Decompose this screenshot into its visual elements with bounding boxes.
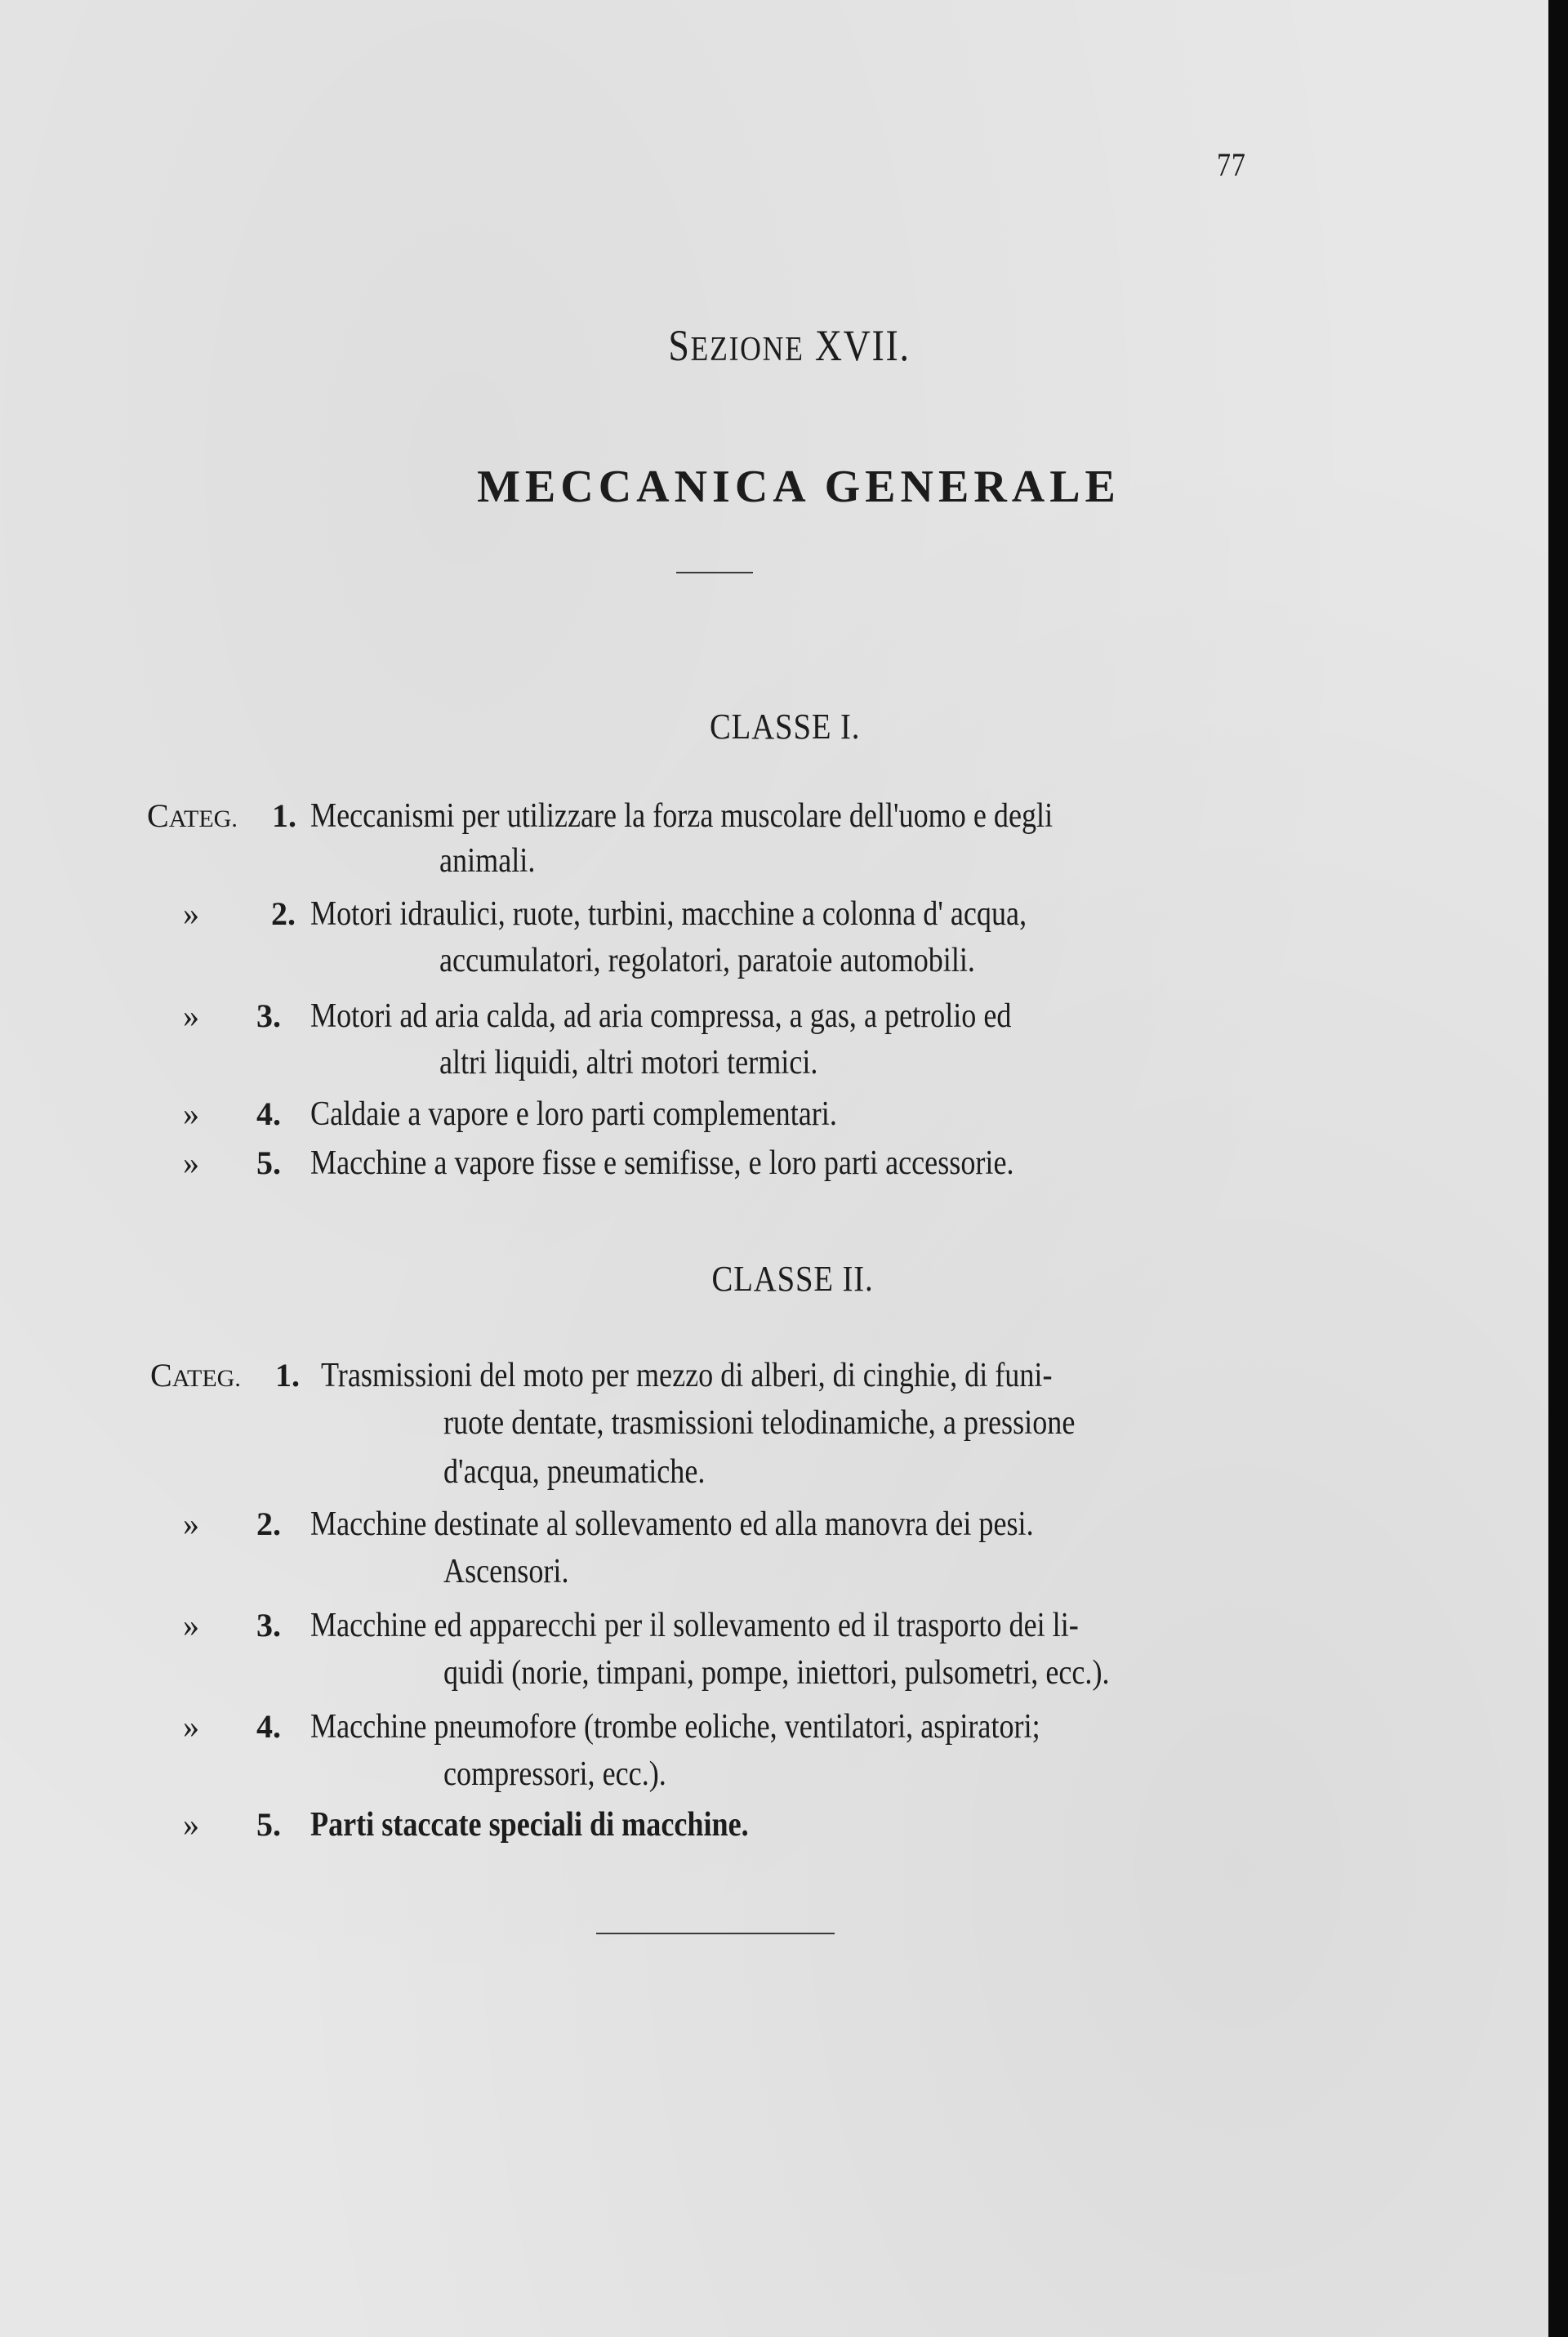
page-number: 77 bbox=[1217, 146, 1246, 183]
divider-rule bbox=[596, 1933, 835, 1934]
ditto-mark: » bbox=[183, 1144, 199, 1181]
ditto-mark: » bbox=[183, 1505, 199, 1542]
entry-text-line: Ascensori. bbox=[443, 1553, 569, 1590]
entry-number: 4. bbox=[256, 1095, 281, 1132]
entry-text-line: Motori idraulici, ruote, turbini, macchine a colonna d' acqua, bbox=[310, 895, 1027, 933]
entry-text-line: accumulatori, regolatori, paratoie automobili. bbox=[439, 942, 975, 979]
ditto-mark: » bbox=[183, 1806, 199, 1843]
entry-number: 4. bbox=[256, 1708, 281, 1745]
entry-text-line: Macchine ed apparecchi per il sollevamento ed il trasporto dei li- bbox=[310, 1607, 1079, 1644]
section-title-initial: S bbox=[668, 321, 691, 370]
entry-number: 1. bbox=[272, 797, 296, 834]
entry-number: 3. bbox=[256, 997, 281, 1034]
entry-text-line: ruote dentate, trasmissioni telodinamiche, a pressione bbox=[443, 1404, 1076, 1442]
entry-number: 5. bbox=[256, 1806, 281, 1843]
ditto-mark: » bbox=[183, 1095, 199, 1132]
entry-text-line: Meccanismi per utilizzare la forza muscolare dell'uomo e degli bbox=[310, 797, 1054, 835]
category-entry bbox=[147, 1356, 1282, 1491]
category-entry bbox=[147, 997, 1282, 1082]
main-title: MECCANICA GENERALE bbox=[477, 462, 1120, 512]
category-entry bbox=[147, 1707, 1282, 1793]
entry-text-line: Macchine pneumofore (trombe eoliche, ventilatori, aspiratori; bbox=[310, 1708, 1040, 1746]
class-heading: CLASSE II. bbox=[711, 1259, 874, 1299]
entry-text-line: quidi (norie, timpani, pompe, iniettori, pulsometri, ecc.). bbox=[443, 1654, 1110, 1692]
ditto-mark: » bbox=[183, 1708, 199, 1745]
entry-number: 2. bbox=[271, 895, 296, 932]
category-marker: CATEG. bbox=[150, 1357, 241, 1394]
entry-text-line: Motori ad aria calda, ad aria compressa, a gas, a petrolio ed bbox=[310, 997, 1012, 1035]
divider-rule bbox=[676, 572, 753, 573]
class-heading: CLASSE I. bbox=[709, 707, 861, 747]
ditto-mark: » bbox=[183, 895, 199, 932]
section-title-word: EZIONE bbox=[690, 331, 804, 368]
scan-border bbox=[1548, 0, 1568, 2337]
entry-number: 3. bbox=[256, 1607, 281, 1643]
section-title bbox=[118, 320, 1448, 371]
entry-text-line: d'acqua, pneumatiche. bbox=[443, 1453, 706, 1491]
entry-number: 2. bbox=[256, 1505, 281, 1542]
entry-text-line: Macchine a vapore fisse e semifisse, e loro parti accessorie. bbox=[310, 1144, 1014, 1182]
entry-text-line: altri liquidi, altri motori termici. bbox=[439, 1044, 818, 1082]
category-marker: CATEG. bbox=[147, 797, 238, 834]
category-entry bbox=[147, 894, 1282, 979]
category-entry bbox=[147, 1095, 1282, 1144]
category-entry bbox=[147, 1606, 1282, 1692]
section-title-numeral: XVII. bbox=[814, 321, 911, 370]
entry-text-line: Parti staccate speciali di macchine. bbox=[310, 1806, 749, 1844]
category-entry bbox=[147, 1505, 1282, 1590]
entry-text-line: Macchine destinate al sollevamento ed alla manovra dei pesi. bbox=[310, 1505, 1034, 1543]
entry-number: 1. bbox=[275, 1357, 300, 1394]
entry-number: 5. bbox=[256, 1144, 281, 1181]
entry-text-line: Caldaie a vapore e loro parti complementari. bbox=[310, 1095, 837, 1133]
category-entry bbox=[147, 796, 1282, 880]
entry-text-line: animali. bbox=[439, 842, 536, 880]
ditto-mark: » bbox=[183, 997, 199, 1034]
entry-text-line: Trasmissioni del moto per mezzo di alberi, di cinghie, di funi- bbox=[321, 1357, 1053, 1394]
ditto-mark: » bbox=[183, 1607, 199, 1643]
entry-text-line: compressori, ecc.). bbox=[443, 1755, 666, 1793]
category-entry bbox=[147, 1144, 1282, 1193]
category-entry bbox=[147, 1805, 1282, 1854]
